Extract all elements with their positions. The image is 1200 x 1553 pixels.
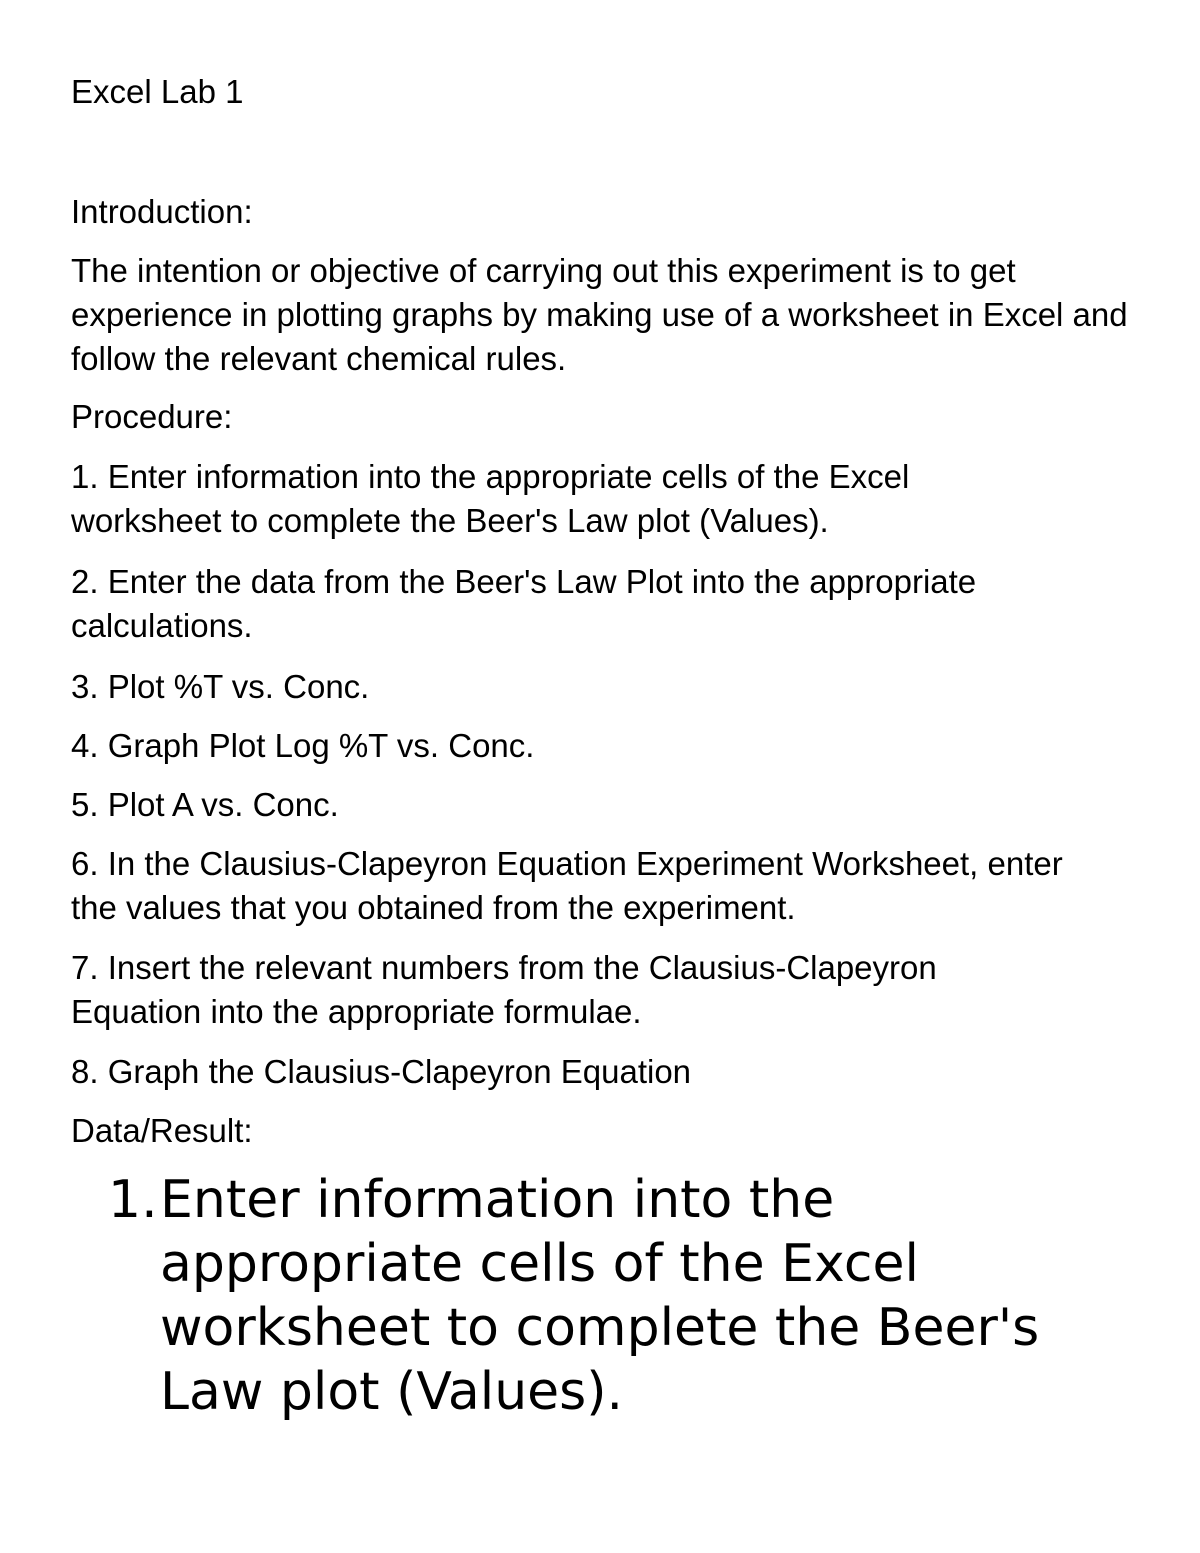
procedure-step: 8. Graph the Clausius-Clapeyron Equation bbox=[71, 1053, 692, 1090]
introduction-heading: Introduction: bbox=[71, 193, 253, 230]
procedure-step: 4. Graph Plot Log %T vs. Conc. bbox=[71, 727, 535, 764]
procedure-step: 6. In the Clausius-Clapeyron Equation Experiment Worksheet, enter the values that you obtained from the experiment. bbox=[71, 845, 1063, 926]
procedure-step: 3. Plot %T vs. Conc. bbox=[71, 668, 370, 705]
data-result-heading: Data/Result: bbox=[71, 1112, 253, 1149]
procedure-step: 7. Insert the relevant numbers from the Clausius-Clapeyron Equation into the appropriate formulae. bbox=[71, 949, 937, 1030]
document-title: Excel Lab 1 bbox=[71, 73, 244, 110]
procedure-heading: Procedure: bbox=[71, 398, 233, 435]
list-item-text: Enter information into the appropriate cells of the Excel worksheet to complete the Beer's Law plot (Values). bbox=[160, 1170, 1040, 1422]
introduction-text: The intention or objective of carrying out this experiment is to get experience in plotting graphs by making use of a worksheet in Excel and follow the relevant chemical rules. bbox=[71, 252, 1128, 377]
data-result-list-item bbox=[108, 1168, 1108, 1424]
procedure-step: 2. Enter the data from the Beer's Law Plot into the appropriate calculations. bbox=[71, 563, 977, 644]
procedure-step: 1. Enter information into the appropriate cells of the Excel worksheet to complete the Beer's Law plot (Values). bbox=[71, 458, 910, 539]
procedure-step: 5. Plot A vs. Conc. bbox=[71, 786, 339, 823]
list-number: 1. bbox=[108, 1170, 158, 1230]
